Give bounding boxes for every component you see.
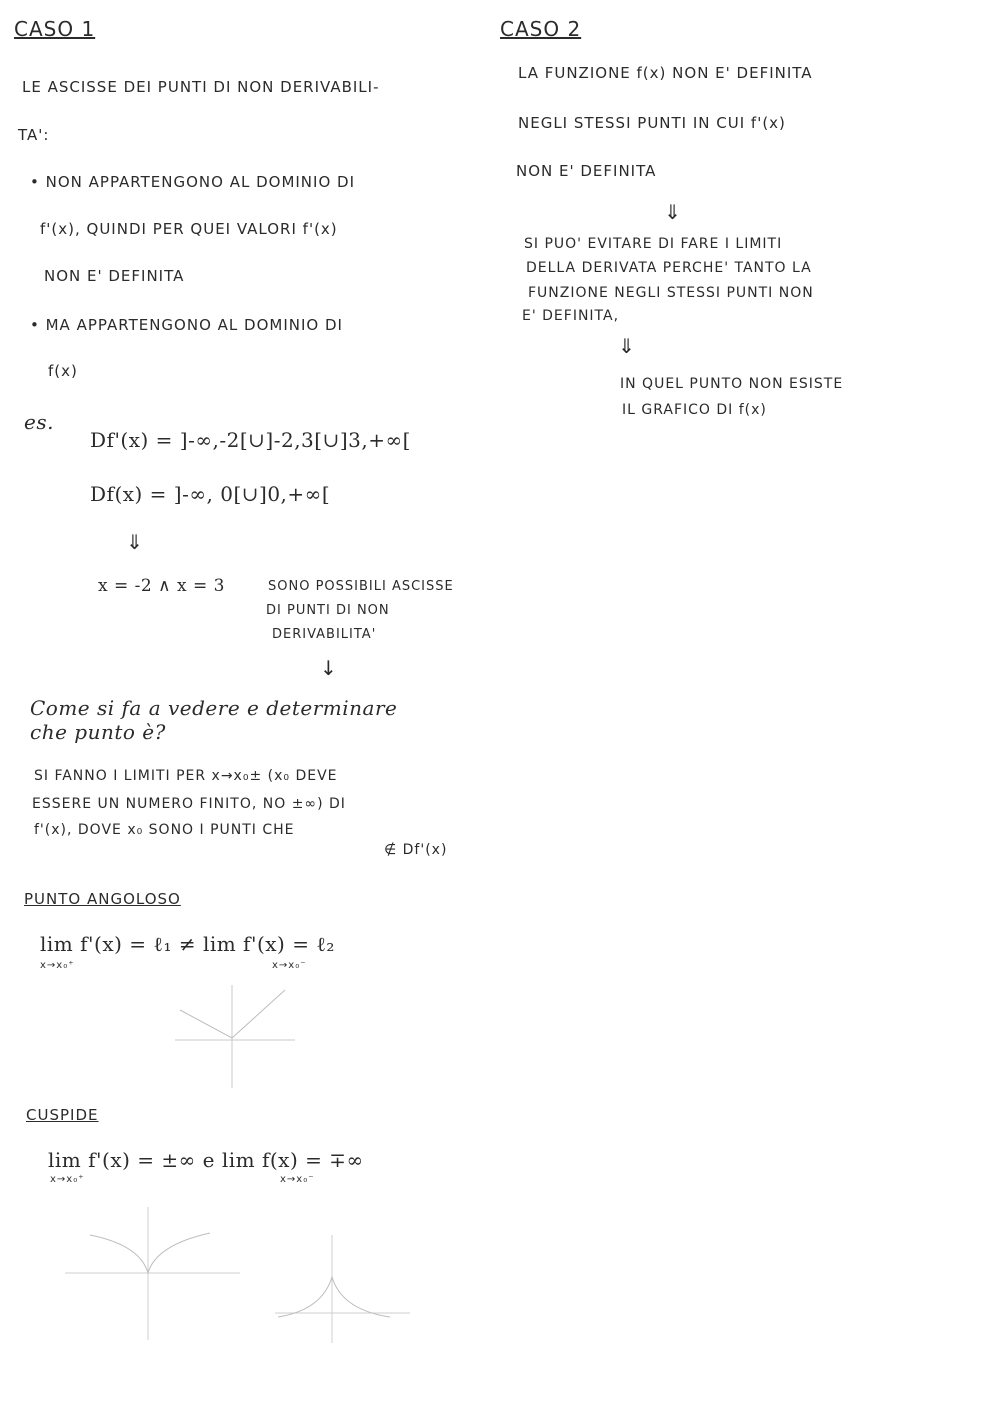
- down-arrow-icon: ↓: [320, 656, 337, 680]
- limits-line-3: f'(x), DOVE x₀ SONO I PUNTI CHE: [34, 822, 295, 838]
- cusp-formula: lim f'(x) = ±∞ e lim f(x) = ∓∞: [48, 1148, 364, 1172]
- bullet-1-line-3: NON E' DEFINITA: [44, 267, 185, 285]
- case-2-line-5: DELLA DERIVATA PERCHE' TANTO LA: [526, 260, 812, 276]
- case-1-title: CASO 1: [14, 17, 96, 41]
- angular-point-formula: lim f'(x) = ℓ₁ ≠ lim f'(x) = ℓ₂: [40, 932, 335, 956]
- cusp-sketches: [60, 1205, 420, 1345]
- question-line-2: che punto è?: [30, 720, 166, 744]
- bullet-1-line-1: • NON APPARTENGONO AL DOMINIO DI: [30, 173, 356, 191]
- case-2-line-6: FUNZIONE NEGLI STESSI PUNTI NON: [528, 285, 814, 301]
- implies-arrow-icon: ⇓: [126, 530, 143, 554]
- case-2-line-2: NEGLI STESSI PUNTI IN CUI f'(x): [518, 114, 786, 132]
- case-2-line-4: SI PUO' EVITARE DI FARE I LIMITI: [524, 236, 783, 252]
- bullet-2-line-2: f(x): [48, 362, 78, 380]
- example-label: es.: [24, 410, 54, 434]
- case-2-line-8: IN QUEL PUNTO NON ESISTE: [620, 376, 844, 392]
- case-2-line-9: IL GRAFICO DI f(x): [622, 402, 767, 418]
- candidate-note-2: DI PUNTI DI NON: [266, 603, 390, 618]
- bullet-1-line-2: f'(x), QUINDI PER QUEI VALORI f'(x): [40, 220, 338, 238]
- limits-line-2: ESSERE UN NUMERO FINITO, NO ±∞) DI: [32, 796, 346, 812]
- angular-point-sketch: [170, 980, 300, 1090]
- intro-line-2: TA':: [18, 126, 50, 144]
- limits-line-1: SI FANNO I LIMITI PER x→x₀± (x₀ DEVE: [34, 768, 338, 784]
- candidate-points: x = -2 ∧ x = 3: [98, 576, 225, 596]
- implies-arrow-icon: ⇓: [618, 334, 635, 358]
- case-2-line-1: LA FUNZIONE f(x) NON E' DEFINITA: [518, 64, 813, 82]
- implies-arrow-icon: ⇓: [664, 200, 681, 224]
- candidate-note-3: DERIVABILITA': [272, 627, 377, 642]
- cusp-title: CUSPIDE: [26, 1106, 99, 1124]
- angular-point-title: PUNTO ANGOLOSO: [24, 890, 181, 908]
- question-line-1: Come si fa a vedere e determinare: [30, 696, 398, 720]
- case-2-line-7: E' DEFINITA,: [522, 308, 620, 324]
- derivative-domain: Df'(x) = ]-∞,-2[∪]-2,3[∪]3,+∞[: [90, 428, 411, 452]
- bullet-2-line-1: • MA APPARTENGONO AL DOMINIO DI: [30, 316, 343, 334]
- angular-sub-1: x→x₀⁺: [40, 960, 75, 971]
- case-2-line-3: NON E' DEFINITA: [516, 162, 657, 180]
- intro-line-1: LE ASCISSE DEI PUNTI DI NON DERIVABILI-: [22, 78, 380, 96]
- cusp-sub-2: x→x₀⁻: [280, 1174, 315, 1185]
- limits-line-4: ∉ Df'(x): [384, 842, 448, 858]
- case-2-title: CASO 2: [500, 17, 582, 41]
- cusp-sub-1: x→x₀⁺: [50, 1174, 85, 1185]
- function-domain: Df(x) = ]-∞, 0[∪]0,+∞[: [90, 482, 331, 506]
- candidate-note-1: SONO POSSIBILI ASCISSE: [268, 579, 454, 594]
- angular-sub-2: x→x₀⁻: [272, 960, 307, 971]
